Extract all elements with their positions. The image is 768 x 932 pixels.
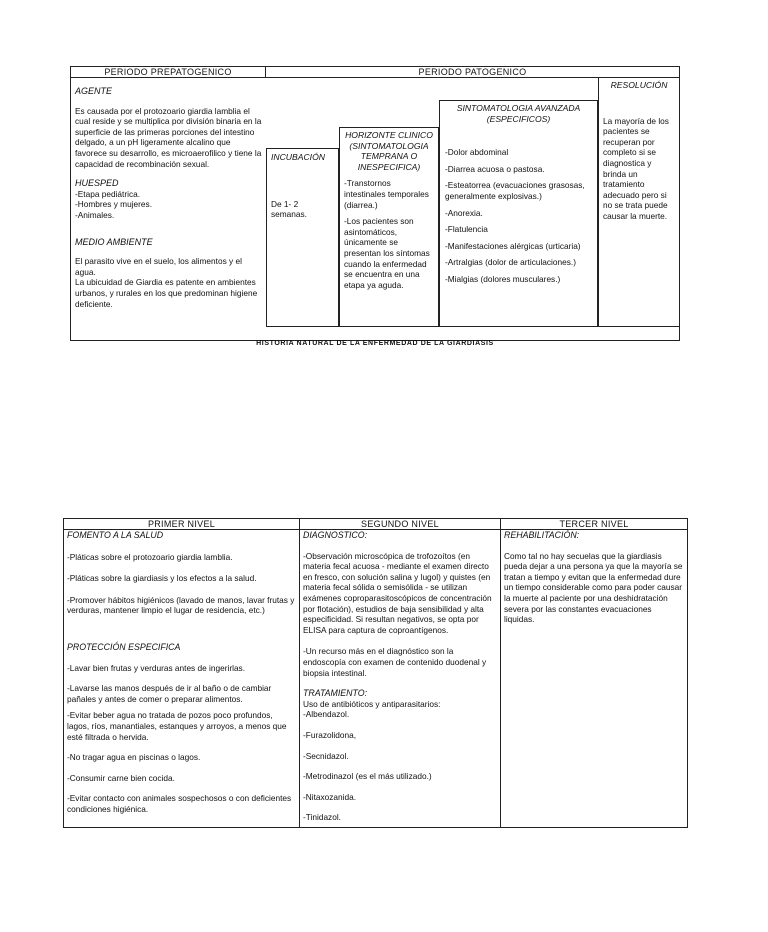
incubacion-text: De 1- 2 semanas. xyxy=(271,198,307,220)
huesped-item: -Hombres y mujeres. xyxy=(75,199,152,210)
levels-content-row xyxy=(64,530,688,828)
horizonte-item: -Los pacientes son asintomáticos, únicamente se presentan los síntomas cuando la enfermedad se encuentra en una etapa ya aguda. xyxy=(344,216,430,290)
proteccion-item: -No tragar agua en piscinas o lagos. xyxy=(67,752,201,763)
medio-ambiente-title: MEDIO AMBIENTE xyxy=(75,236,153,247)
sintomatologia-title: SINTOMATOLOGIA AVANZADA (ESPECIFICOS) xyxy=(456,103,581,124)
diagnostico-item: -Un recurso más en el diagnóstico son la endoscopía con examen de contenido duodenal y biopsia intestinal. xyxy=(303,646,487,678)
patogenico-header: PERIODO PATOGENICO xyxy=(265,66,680,78)
tratamiento-item: -Furazolidona, xyxy=(303,729,357,740)
agente-text: Es causada por el protozoario giardia lamblia el cual reside y se multiplica por división binaria en la superficie de las primeras porciones del intestino delgado, a un pH ligeramente alcalino que favorece su desarrollo, es microaerofilico y tiene la capacidad de recombinación sexual. xyxy=(75,105,262,169)
diagnostico-item: -Observación microscópica de trofozoítos (en materia fecal acuosa - mediante el examen directo en fresco, con solución salina y lugol) y quistes (en materia fecal sólida o semisólida - se utilizan exámenes coproparasitoscópicos de concentración por flotación), estudios de baja sensibilidad y alta especificidad. Si resultan negativos, se opta por ELISA para captura de coproantígenos. xyxy=(303,550,492,635)
level-header: SEGUNDO NIVEL xyxy=(300,519,501,530)
level-header: TERCER NIVEL xyxy=(501,519,688,530)
medio-ambiente-text: El parasito vive en el suelo, los alimentos y el agua. xyxy=(75,256,242,277)
huesped-item: -Animales. xyxy=(75,209,115,220)
sintomatologia-item: -Dolor abdominal xyxy=(445,147,509,158)
tratamiento-item: -Nitaxozanida. xyxy=(303,791,357,802)
tercer-nivel-cell xyxy=(501,530,688,828)
resolucion-box xyxy=(598,77,680,327)
huesped-item: -Etapa pediátrica. xyxy=(75,188,141,199)
prepatogenico-content xyxy=(75,86,263,309)
segundo-nivel-cell xyxy=(300,530,501,828)
tratamiento-item: -Tinidazol. xyxy=(303,812,341,823)
fomento-item: -Promover hábitos higiénicos (lavado de manos, lavar frutas y verduras, mantener limpio el lugar de residencia, etc.) xyxy=(67,594,295,616)
primer-nivel-cell xyxy=(64,530,300,828)
horizonte-item: -Transtornos intestinales temporales (diarrea.) xyxy=(344,178,429,210)
diagnostico-title: DIAGNOSTICO: xyxy=(303,530,368,540)
rehabilitacion-text: Como tal no hay secuelas que la giardiasis pueda dejar a una persona ya que la mayoría se tratan a tiempo y evitan que la enfermedad dure un tiempo considerable como para poder causar la muerte al paciente por una deshidratación severa por las constantes evacuaciones liquidas. xyxy=(504,550,683,625)
prevention-levels-table xyxy=(63,518,688,828)
fomento-item: -Pláticas sobre la giardiasis y los efectos a la salud. xyxy=(67,573,257,584)
horizonte-clinico-box xyxy=(339,127,439,327)
sintomatologia-item: -Flatulencia xyxy=(445,224,488,235)
sintomatologia-avanzada-box xyxy=(439,100,598,327)
resolucion-text: La mayoría de los pacientes se recuperan por completo si se diagnostica y brinda un tratamiento adecuado pero si no se trata puede causar la muerte. xyxy=(603,115,669,221)
horizonte-clinico-title: HORIZONTE CLINICO (SINTOMATOLOGIA TEMPRANA O INESPECIFICA) xyxy=(345,130,433,172)
sintomatologia-item: -Anorexia. xyxy=(445,207,483,218)
proteccion-item: -Evitar contacto con animales sospechosos o con deficientes condiciones higiénica. xyxy=(67,793,292,814)
rehabilitacion-title: REHABILITACIÓN: xyxy=(504,530,580,540)
tratamiento-title: TRATAMIENTO: xyxy=(303,688,368,699)
prepatogenico-header: PERIODO PREPATOGENICO xyxy=(70,66,266,78)
sintomatologia-item: -Mialgias (dolores musculares.) xyxy=(445,273,561,284)
proteccion-item: -Lavarse las manos después de ir al baño o de cambiar pañales y antes de comer o preparar alimentos. xyxy=(67,683,272,704)
tratamiento-item: -Metrodinazol (es el más utilizado.) xyxy=(303,771,432,782)
fomento-title: FOMENTO A LA SALUD xyxy=(67,530,164,540)
sintomatologia-item: -Manifestaciones alérgicas (urticaria) xyxy=(445,240,581,251)
sintomatologia-item: -Artralgias (dolor de articulaciones.) xyxy=(445,257,576,268)
diagram-caption: HISTORIA NATURAL DE LA ENFERMEDAD DE LA GIARDIASIS xyxy=(256,340,494,347)
tratamiento-intro: Uso de antibióticos y antiparasitarios: xyxy=(303,698,441,709)
huesped-title: HUESPED xyxy=(75,178,119,189)
sintomatologia-item: -Esteatorrea (evacuaciones grasosas, generalmente explosivas.) xyxy=(445,180,585,201)
proteccion-item: -Lavar bien frutas y verduras antes de ingerirlas. xyxy=(67,662,246,673)
tratamiento-item: -Albendazol. xyxy=(303,709,350,720)
medio-ambiente-text: La ubicuidad de Giardia es patente en ambientes urbanos, y rurales en los que predominan higiene deficiente. xyxy=(75,277,258,309)
proteccion-item: -Evitar beber agua no tratada de pozos poco profundos, lagos, ríos, manantiales, estanques y arroyos, a menos que esté filtrada o hervida. xyxy=(67,710,287,742)
fomento-item: -Pláticas sobre el protozoario giardia lamblia. xyxy=(67,551,233,562)
agente-title: AGENTE xyxy=(75,86,113,96)
tratamiento-item: -Secnidazol. xyxy=(303,750,349,761)
levels-header-row xyxy=(64,519,688,530)
proteccion-item: -Consumir carne bien cocida. xyxy=(67,772,175,783)
proteccion-title: PROTECCIÓN ESPECIFICA xyxy=(67,641,181,652)
level-header: PRIMER NIVEL xyxy=(64,519,300,530)
resolucion-title: RESOLUCIÓN xyxy=(610,80,668,90)
incubacion-title: INCUBACIÓN xyxy=(271,152,325,162)
sintomatologia-item: -Diarrea acuosa o pastosa. xyxy=(445,163,545,174)
incubacion-box xyxy=(266,148,339,327)
